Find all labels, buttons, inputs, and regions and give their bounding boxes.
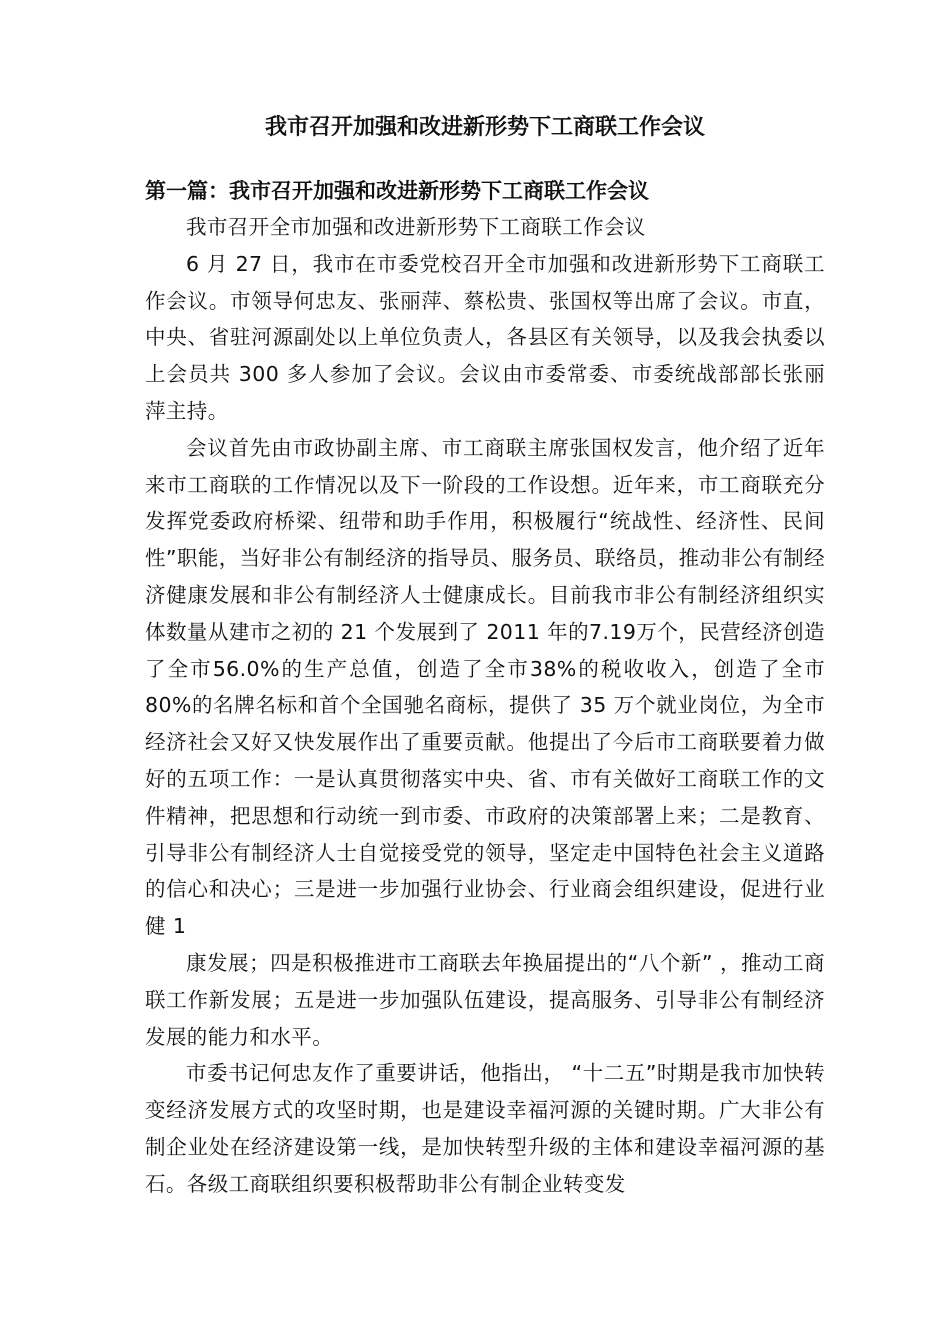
paragraph-meeting-overview: 6 月 27 日，我市在市委党校召开全市加强和改进新形势下工商联工作会议。市领导何忠友、张丽萍、蔡松贵、张国权等出席了会议。市直，中央、省驻河源副处以上单位负责人，各县区有关领导，以及我会执委以上会员共 300 多人参加了会议。会议由市委常委、市委统战部部长张丽萍主持。 xyxy=(145,251,825,423)
document-body xyxy=(145,209,825,1203)
paragraph-secretary-speech: 市委书记何忠友作了重要讲话，他指出， “十二五”时期是我市加快转变经济发展方式的攻坚时期，也是建设幸福河源的关键时期。广大非公有制企业处在经济建设第一线，是加快转型升级的主体和建设幸福河源的基石。各级工商联组织要积极帮助非公有制企业转变发 xyxy=(145,1061,825,1196)
document-title: 我市召开加强和改进新形势下工商联工作会议 xyxy=(264,115,705,140)
section-heading: 第一篇：我市召开加强和改进新形势下工商联工作会议 xyxy=(145,179,649,203)
paragraph-subtitle: 我市召开全市加强和改进新形势下工商联工作会议 xyxy=(186,215,646,239)
paragraph-chairman-speech: 会议首先由市政协副主席、市工商联主席张国权发言，他介绍了近年来市工商联的工作情况以及下一阶段的工作设想。近年来，市工商联充分发挥党委政府桥梁、纽带和助手作用，积极履行“统战性、经济性、民间性”职能，当好非公有制经济的指导员、服务员、联络员，推动非公有制经济健康发展和非公有制经济人士健康成长。目前我市非公有制经济组织实体数量从建市之初的 21 个发展到了 2011 年的7.19万个，民营经济创造了全市56.0%的生产总值，创造了全市38%的税收收入，创造了全市 80%的名牌名标和首个全国驰名商标，提供了 35 万个就业岗位，为全市经济社会又好又快发展作出了重要贡献。他提出了今后市工商联要着力做好的五项工作：一是认真贯彻落实中央、省、市有关做好工商联工作的文件精神，把思想和行动统一到市委、市政府的决策部署上来；二是教育、引导非公有制经济人士自觉接受党的领导，坚定走中国特色社会主义道路的信心和决心；三是进一步加强行业协会、行业商会组织建设，促进行业健 1 xyxy=(145,435,825,939)
paragraph-speech-continued: 康发展；四是积极推进市工商联去年换届提出的“八个新” ，推动工商联工作新发展；五是进一步加强队伍建设，提高服务、引导非公有制经济发展的能力和水平。 xyxy=(145,950,825,1049)
